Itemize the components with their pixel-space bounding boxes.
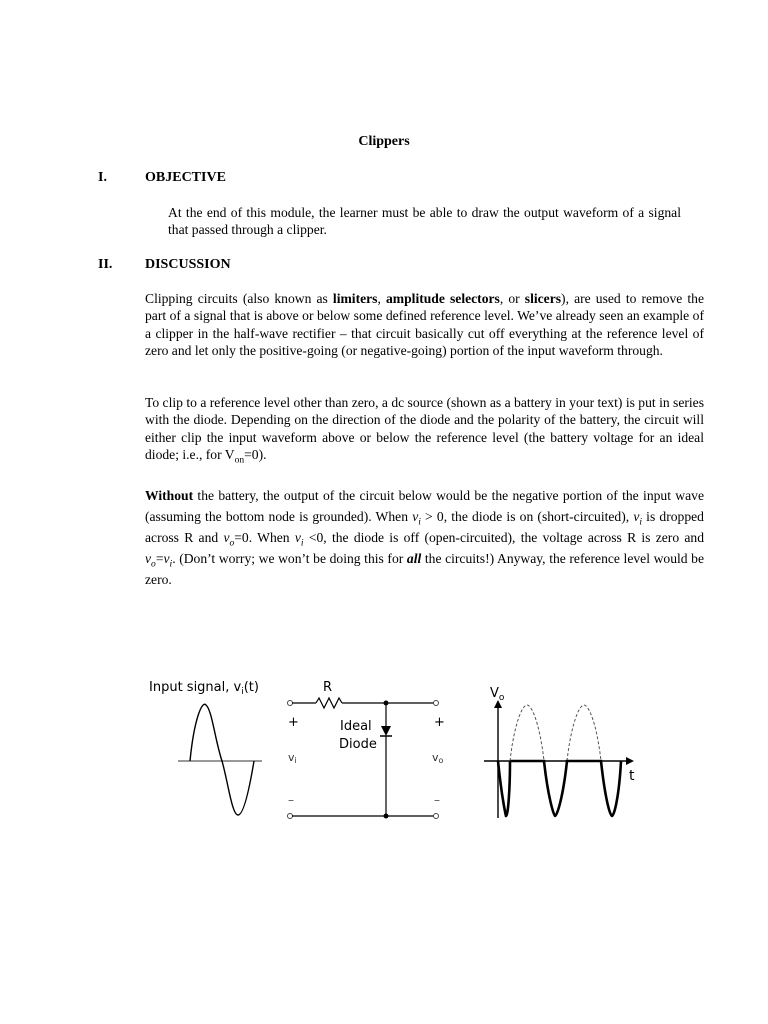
minus-left-label: –	[288, 793, 294, 807]
section-heading-discussion: DISCUSSION	[145, 257, 231, 272]
discussion-paragraph-2: To clip to a reference level other than zero, a dc source (shown as a battery in your text) is put in series with the diode. Depending on the direction of the diode and the polarity of the battery, the circuit will either clip the input waveform above or below the reference level (the battery voltage for an ideal diode; i.e., for $V_{on}=0$).	[145, 395, 704, 466]
clipper-circuit	[288, 698, 439, 819]
plus-right-label: +	[434, 715, 445, 730]
output-axis-label: $V_o$	[490, 686, 505, 703]
vi-label: vi	[288, 751, 297, 765]
plus-left-label: +	[288, 715, 299, 730]
clipped-positive-half-2	[567, 705, 601, 761]
section-number-discussion: II.	[98, 257, 113, 272]
output-negative-halves	[510, 761, 621, 816]
output-waveform	[484, 700, 634, 818]
clipped-positive-half-1	[510, 705, 544, 761]
section-heading-objective: OBJECTIVE	[145, 170, 226, 185]
output-terminal-bottom	[434, 814, 439, 819]
resistor-label: R	[323, 680, 333, 695]
clipper-figure	[140, 670, 660, 830]
bullet-paragraph: Without the battery, the output of the circuit below would be the negative portion of the input wave (assuming the bottom node is grounded). When $v_i > 0$, the diode is on (short-circuited), $v_i$ is dropped across R and $v_o=0$. When $v_i <0$, the diode is off (open-circuited), the voltage across R is zero and $v_o=v_i$. (Don’t worry; we won’t be doing this for all the circuits!) Anyway, the reference level would be zero.	[145, 488, 705, 587]
diode-symbol	[381, 726, 391, 736]
page-title: Clippers	[358, 134, 410, 149]
vo-label: vo	[432, 751, 444, 765]
input-terminal-top	[288, 701, 293, 706]
input-waveform	[178, 704, 262, 815]
objective-text: At the end of this module, the learner must be able to draw the output waveform of a signal that passed through a clipper.	[168, 205, 681, 238]
input-signal-label: Input signal, $v_i(t)$	[149, 680, 259, 697]
resistor-symbol	[316, 698, 342, 708]
discussion-paragraph-1: Clipping circuits (also known as limiters, amplitude selectors, or slicers), are used to remove the part of a signal that is above or below some defined reference level. We’ve already seen an example of a clipper in the half-wave rectifier – that circuit basically cut off everything at the reference level of zero and let only the positive-going (or negative-going) portion of the input waveform through.	[145, 291, 704, 359]
input-sine-wave	[190, 704, 254, 815]
section-number-objective: I.	[98, 170, 107, 185]
time-axis-label: t	[629, 768, 635, 784]
diode-label-line1: Ideal	[340, 719, 372, 734]
output-terminal-top	[434, 701, 439, 706]
diode-label-line2: Diode	[339, 737, 377, 752]
minus-right-label: –	[434, 793, 440, 807]
input-terminal-bottom	[288, 814, 293, 819]
